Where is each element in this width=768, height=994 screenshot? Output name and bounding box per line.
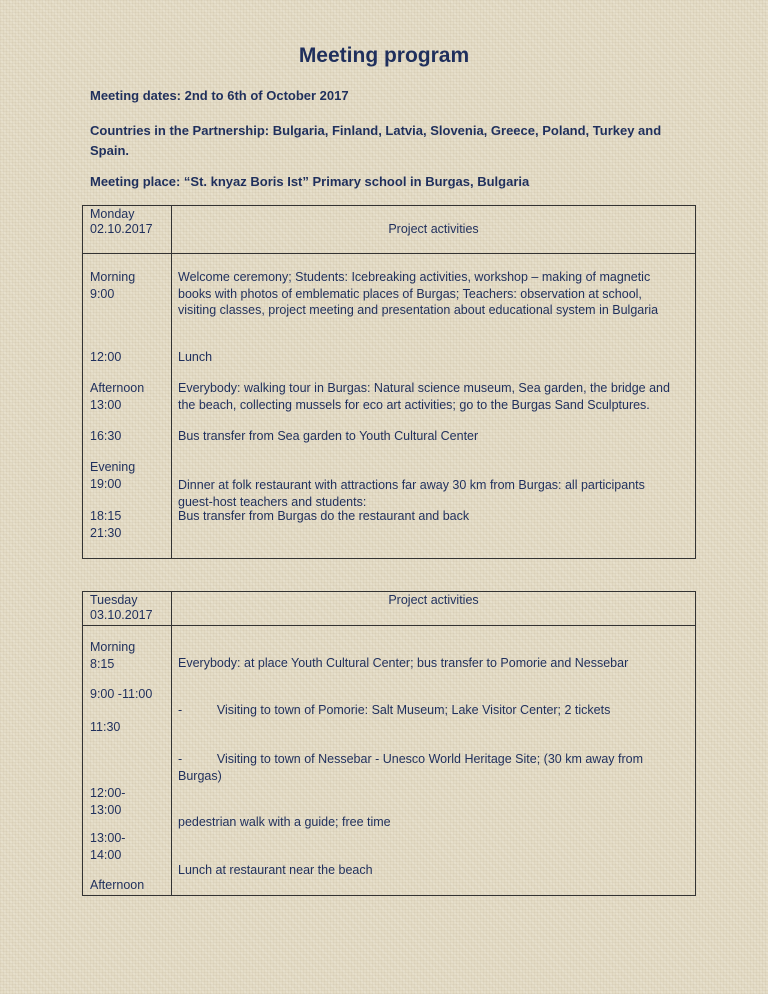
- row-time: 12:00: [90, 350, 122, 364]
- row-activity: pedestrian walk with a guide; free time: [178, 815, 391, 829]
- row-time: 18:15 21:30: [90, 509, 122, 540]
- column-header: Project activities: [388, 593, 479, 607]
- row-activity: Bus transfer from Burgas do the restaurant and back: [178, 509, 470, 523]
- row-activity: Dinner at folk restaurant with attractions far away 30 km from Burgas: all participants guest-host teachers and students:: [178, 478, 645, 509]
- header-divider: [83, 625, 695, 626]
- monday-table: [82, 205, 696, 559]
- row-activity: - Visiting to town of Nessebar - Unesco World Heritage Site; (30 km away from Burgas): [178, 752, 647, 783]
- row-activity: Lunch: [178, 350, 213, 364]
- row-time: Morning 8:15: [90, 640, 136, 671]
- row-time: 12:00- 13:00: [90, 786, 126, 817]
- row-time: Afternoon: [90, 878, 145, 892]
- row-time: 9:00 -11:00: [90, 687, 153, 701]
- column-header: Project activities: [388, 222, 479, 236]
- tuesday-table: [82, 591, 696, 896]
- row-activity: Everybody: walking tour in Burgas: Natural science museum, Sea garden, the bridge and the beach, collecting mussels for eco art activities; go to the Burgas Sand Sculptures.: [178, 381, 670, 412]
- row-activity: Lunch at restaurant near the beach: [178, 863, 373, 877]
- meeting-place: Meeting place: “St. knyaz Boris Ist” Primary school in Burgas, Bulgaria: [90, 174, 530, 189]
- row-time: 13:00- 14:00: [90, 831, 126, 862]
- header-divider: [83, 253, 695, 254]
- row-activity: - Visiting to town of Pomorie: Salt Museum; Lake Visitor Center; 2 tickets: [178, 703, 611, 717]
- row-time: 11:30: [90, 720, 121, 734]
- day-name: Monday: [90, 207, 135, 221]
- row-activity: Welcome ceremony; Students: Icebreaking activities, workshop – making of magnetic books with photos of emblematic places of Burgas; Teachers: observation at school, visiting classes, project meeting and presentation about educational system in Bulgaria: [178, 270, 659, 317]
- day-date: 02.10.2017: [90, 222, 153, 236]
- row-time: Morning 9:00: [90, 270, 136, 301]
- page-title: Meeting program: [298, 44, 470, 67]
- row-time: Evening 19:00: [90, 460, 136, 491]
- row-time: Afternoon 13:00: [90, 381, 145, 412]
- column-divider: [171, 206, 172, 558]
- partner-countries: Countries in the Partnership: Bulgaria, Finland, Latvia, Slovenia, Greece, Poland, Turkey and Spain.: [90, 123, 662, 158]
- row-activity: Everybody: at place Youth Cultural Center; bus transfer to Pomorie and Nessebar: [178, 656, 629, 670]
- row-time: 16:30: [90, 429, 122, 443]
- row-activity: Bus transfer from Sea garden to Youth Cultural Center: [178, 429, 479, 443]
- meeting-dates: Meeting dates: 2nd to 6th of October 2017: [90, 88, 349, 103]
- day-date: 03.10.2017: [90, 608, 153, 622]
- column-divider: [171, 592, 172, 895]
- day-name: Tuesday: [90, 593, 138, 607]
